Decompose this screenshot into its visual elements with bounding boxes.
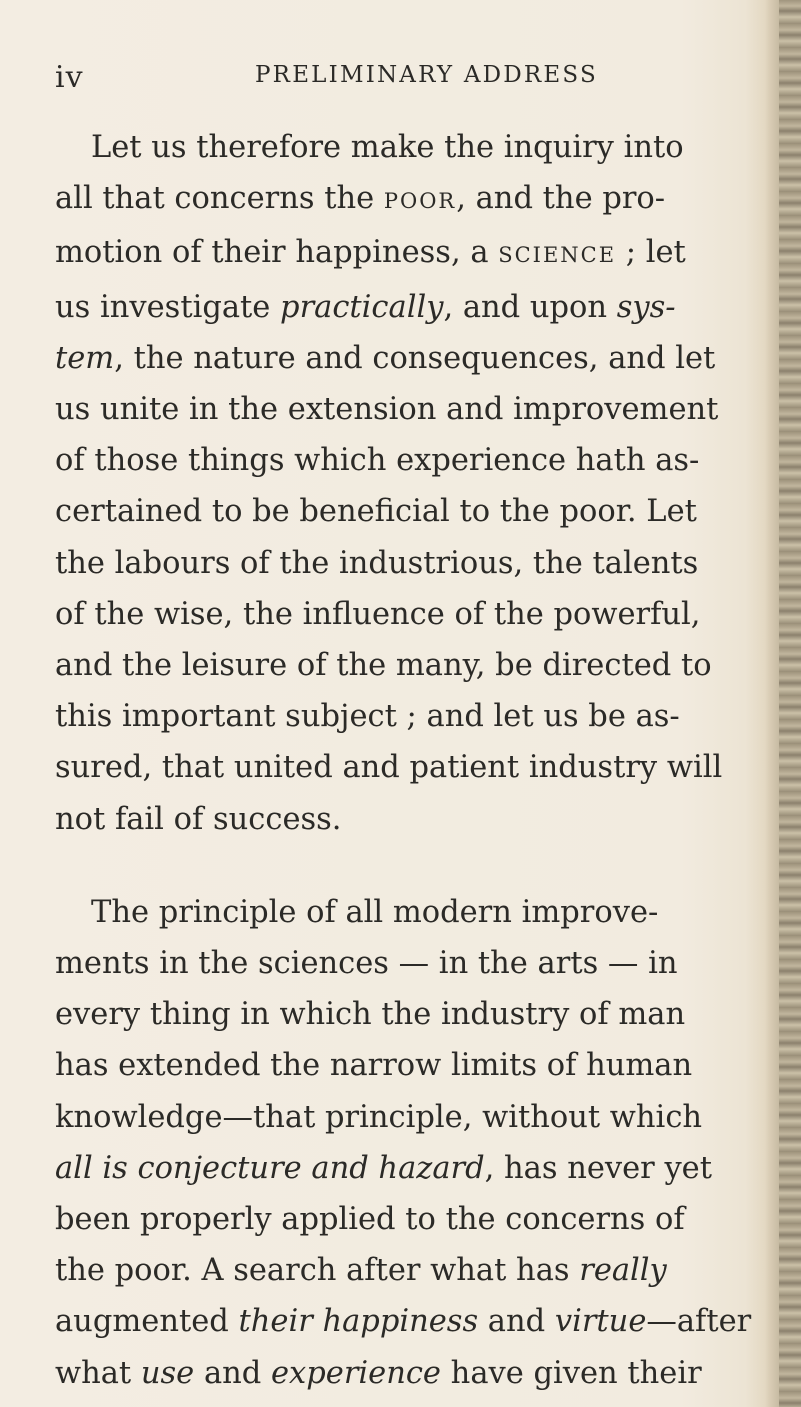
text-run: , and upon xyxy=(443,289,617,325)
text-run: the labours of the industrious, the talents xyxy=(55,545,699,581)
italic-run: tem xyxy=(55,340,115,376)
text-line xyxy=(55,384,755,435)
page-number: iv xyxy=(55,60,84,95)
text-run: and xyxy=(194,1355,271,1391)
text-line xyxy=(55,122,755,173)
text-run: ; let xyxy=(616,235,686,271)
text-line xyxy=(55,691,755,742)
text-run: every thing in which the industry of man xyxy=(55,997,686,1033)
text-line xyxy=(55,887,755,938)
text-run: of the wise, the influence of the powerful, xyxy=(55,596,701,632)
page-edge-shadow xyxy=(765,0,779,1407)
text-run: has extended the narrow limits of human xyxy=(55,1048,693,1084)
text-run: and xyxy=(478,1304,555,1340)
text-run: been properly applied to the concerns of xyxy=(55,1202,685,1238)
text-line xyxy=(55,640,755,691)
text-run: and the leisure of the many, be directed to xyxy=(55,648,712,684)
paragraph-1 xyxy=(55,122,755,845)
text-run: The principle of all modern improve- xyxy=(91,894,659,930)
text-run: sured, that united and patient industry will xyxy=(55,750,723,786)
small-caps-run: SCIENCE xyxy=(498,243,617,268)
text-line xyxy=(55,1092,755,1143)
text-run: , has never yet xyxy=(484,1150,712,1186)
text-run: have given their xyxy=(440,1355,702,1391)
text-line xyxy=(55,173,755,227)
italic-run: use xyxy=(140,1355,195,1391)
text-line xyxy=(55,1245,755,1296)
body-text xyxy=(55,122,755,1399)
text-run: the poor. A search after what has xyxy=(55,1253,580,1289)
paragraph-2 xyxy=(55,887,755,1399)
italic-run: virtue xyxy=(554,1304,647,1340)
text-run: what xyxy=(55,1355,141,1391)
text-line xyxy=(55,742,755,793)
small-caps-run: POOR xyxy=(383,189,457,214)
text-run: knowledge—that principle, without which xyxy=(55,1099,703,1135)
text-line xyxy=(55,794,755,845)
text-line xyxy=(55,227,755,281)
text-run: us unite in the extension and improvement xyxy=(55,392,719,428)
text-run: this important subject ; and let us be as- xyxy=(55,699,680,735)
text-run: —after xyxy=(646,1304,752,1340)
text-run: augmented xyxy=(55,1304,239,1340)
text-run: certained to be beneficial to the poor. Let xyxy=(55,494,697,530)
text-line xyxy=(55,938,755,989)
text-line xyxy=(55,538,755,589)
italic-run: their happiness xyxy=(238,1304,479,1340)
text-line xyxy=(55,589,755,640)
italic-run: sys- xyxy=(616,289,676,325)
paragraph-gap xyxy=(55,845,755,887)
text-line xyxy=(55,1348,755,1399)
text-line xyxy=(55,435,755,486)
text-run: motion of their happiness, a xyxy=(55,235,499,271)
text-run: us investigate xyxy=(55,289,281,325)
italic-run: experience xyxy=(271,1355,441,1391)
text-run: Let us therefore make the inquiry into xyxy=(91,130,684,165)
text-line xyxy=(55,1194,755,1245)
text-run: , the nature and consequences, and let xyxy=(114,340,716,376)
text-run: , and the pro- xyxy=(456,181,666,217)
italic-run: practically xyxy=(280,289,444,325)
text-run: all that concerns the xyxy=(55,181,384,217)
text-run: not fail of success. xyxy=(55,801,342,837)
text-line xyxy=(55,1296,755,1347)
text-line xyxy=(55,282,755,333)
book-binding-edge xyxy=(779,0,801,1407)
text-line xyxy=(55,989,755,1040)
page-header xyxy=(55,60,615,100)
text-line xyxy=(55,1040,755,1091)
text-run: of those things which experience hath as- xyxy=(55,443,700,479)
running-head: PRELIMINARY ADDRESS xyxy=(255,62,598,88)
text-line xyxy=(55,1143,755,1194)
text-line xyxy=(55,486,755,537)
text-line xyxy=(55,333,755,384)
italic-run: really xyxy=(579,1253,667,1289)
text-run: ments in the sciences — in the arts — in xyxy=(55,946,678,982)
italic-run: all is conjecture and hazard xyxy=(55,1150,485,1186)
